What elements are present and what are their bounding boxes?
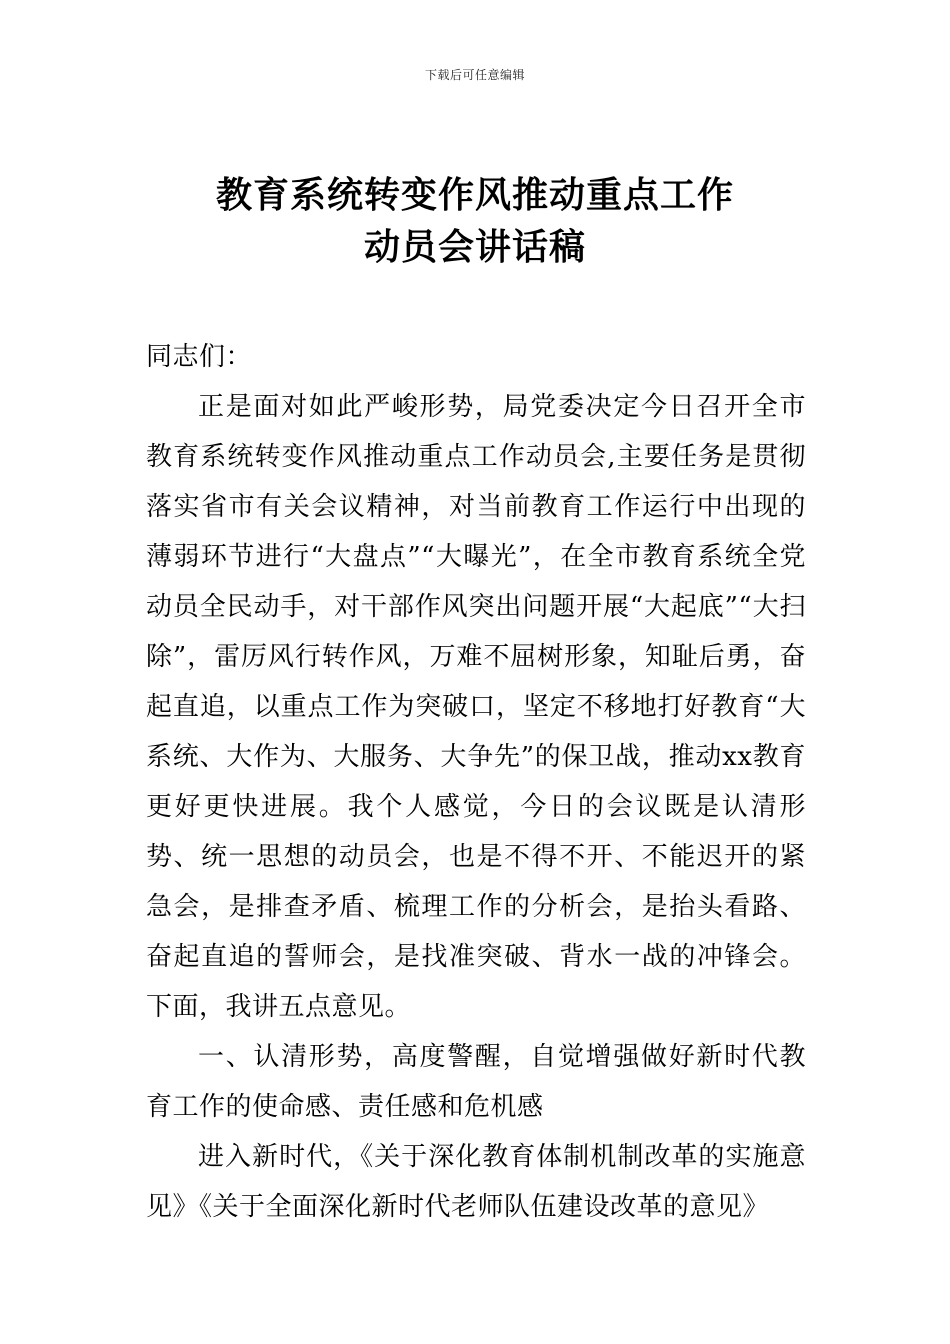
title-line-2: 动员会讲话稿 — [363, 227, 586, 268]
paragraph-section-1: 进入新时代，《关于深化教育体制机制改革的实施意见》《关于全面深化新时代老师队伍建设改革的意见》 — [146, 1142, 806, 1222]
salutation: 同志们： — [146, 342, 253, 372]
document-body — [146, 332, 806, 1232]
header-note: 下载后可任意编辑 — [424, 68, 525, 82]
document-title — [0, 170, 950, 274]
title-line-1: 教育系统转变作风推动重点工作 — [215, 175, 734, 216]
paragraph-intro: 正是面对如此严峻形势，局党委决定今日召开全市教育系统转变作风推动重点工作动员会,主要任务是贯彻落实省市有关会议精神，对当前教育工作运行中出现的薄弱环节进行“大盘点”“大曝光”，在全市教育系统全党动员全民动手，对干部作风突出问题开展“大起底”“大扫除”，雷厉风行转作风，万难不屈树形象，知耻后勇，奋起直追，以重点工作为突破口，坚定不移地打好教育“大系统、大作为、大服务、大争先”的保卫战，推动xx教育更好更快进展。我个人感觉，今日的会议既是认清形势、统一思想的动员会，也是不得不开、不能迟开的紧急会，是排查矛盾、梳理工作的分析会，是抬头看路、奋起直追的誓师会，是找准突破、背水一战的冲锋会。下面，我讲五点意见。 — [146, 392, 806, 1022]
section-heading-1: 一、认清形势，高度警醒，自觉增强做好新时代教育工作的使命感、责任感和危机感 — [146, 1042, 806, 1122]
